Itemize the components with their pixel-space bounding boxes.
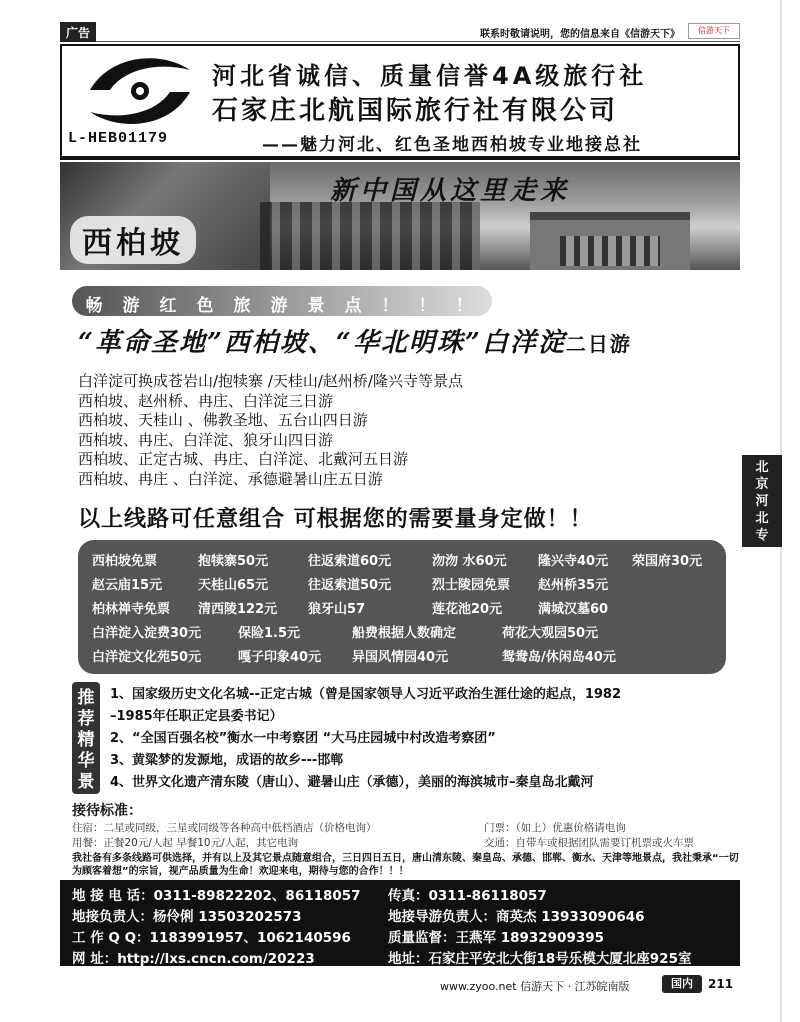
top-notice: 联系时敬请说明，您的信息来自《信游天下》 — [480, 29, 680, 40]
top-bar — [60, 22, 740, 42]
side-section-tab — [742, 455, 782, 547]
contact-website-link[interactable]: 网 址：http://lxs.cncn.com/20223 — [72, 951, 315, 967]
price-item: 白洋淀入淀费30元 — [92, 626, 202, 641]
tour-heading-char: 畅 — [85, 296, 103, 316]
route-item: 西柏坡、冉庄、白洋淀、狼牙山四日游 — [78, 430, 334, 449]
banner-calligraphy: 新中国从这里走来 — [330, 176, 571, 206]
price-item: 嘎子印象40元 — [238, 650, 322, 665]
tour-heading-char: 红 — [159, 296, 177, 316]
recommend-tag-char: 推 — [77, 688, 95, 708]
route-item: 西柏坡、冉庄 、白洋淀、承德避暑山庄五日游 — [78, 469, 383, 488]
price-item: 西柏坡免票 — [92, 554, 158, 569]
price-item: 柏林禅寺免票 — [92, 602, 171, 617]
route-item: 西柏坡、天桂山 、佛教圣地、五台山四日游 — [78, 411, 368, 429]
side-tab-char: 北 — [755, 460, 769, 475]
side-tab-char: 北 — [755, 511, 769, 526]
ticket-price-panel — [78, 540, 726, 674]
banner-place-name: 西柏坡 — [70, 216, 196, 264]
price-item: 狼牙山57 — [308, 602, 366, 617]
license-number: L-HEB01179 — [68, 130, 169, 147]
tour-heading-char: 游 — [122, 296, 140, 316]
price-item: 天桂山65元 — [198, 578, 269, 593]
reception-traffic: 交通：自带车或根据团队需要订机票或火车票 — [484, 837, 694, 849]
side-tab-char: 京 — [755, 477, 769, 492]
contact-phone: 地 接 电 话：0311-89822202、86118057 — [72, 888, 361, 904]
tour-heading-char: 旅 — [233, 296, 251, 316]
contact-manager: 地接负责人：杨伶俐 13503202573 — [72, 909, 302, 925]
side-tab-char: 河 — [755, 494, 769, 509]
tour-heading-char: ！ — [455, 296, 473, 316]
tour-heading-char: ！ — [418, 296, 436, 316]
contact-fax: 传真：0311-86118057 — [388, 888, 547, 904]
tour-heading-char: 景 — [307, 296, 325, 316]
route-item: 西柏坡、赵州桥、冉庄、白洋淀三日游 — [78, 391, 334, 410]
company-header — [60, 44, 740, 160]
price-item: 赵云庙15元 — [92, 578, 163, 593]
reception-meal: 用餐：正餐20元/人起 早餐10元/人起，其它电询 — [72, 837, 299, 849]
price-item: 荷花大观园50元 — [502, 626, 599, 641]
xibaipo-banner-image — [60, 162, 740, 270]
price-item: 船费根据人数确定 — [352, 626, 457, 641]
contact-guide-manager: 地接导游负责人：商英杰 13933090646 — [388, 909, 645, 925]
recommend-tag-char: 精 — [77, 730, 95, 750]
recommend-tag-char: 华 — [77, 751, 95, 771]
page-number: 211 — [708, 977, 734, 991]
tour-heading-char: 点 — [344, 296, 362, 316]
statue-group-photo — [260, 202, 480, 270]
magazine-logo: 信游天下 — [688, 23, 740, 39]
recommend-item: 2、“全国百强名校”衡水一中考察团 “大马庄园城中村改造考察团” — [110, 731, 496, 746]
price-item: 沕沕 水60元 — [432, 554, 507, 569]
contact-address: 地址：石家庄平安北大街18号乐模大厦北座925室 — [388, 951, 692, 967]
recommend-tag — [72, 682, 100, 794]
price-item: 赵州桥35元 — [538, 578, 609, 593]
reception-stay: 住宿：二星或同级，三星或同级等各种高中低档酒店（价格电询） — [72, 822, 377, 834]
price-item: 保险1.5元 — [238, 626, 301, 641]
contact-quality: 质量监督：王燕军 18932909395 — [388, 930, 605, 946]
reception-note: 我社备有多条线路可供选择，并有以上及其它景点随意组合，三日四日五日，唐山清东陵、秦皇岛、承德、邯郸、衡水、天津等地景点，我社秉承“一切为顾客着想”的宗旨，视产品质量为生命！欢迎来电，期待与您的合作！！！ — [72, 853, 739, 877]
recommend-list — [110, 684, 621, 794]
recommend-item: 1、国家级历史文化名城--正定古城（曾是国家领导人习近平政治生涯仕途的起点，1982 — [110, 687, 622, 702]
tour-heading-char: 色 — [196, 296, 214, 316]
recommend-item: 4、世界文化遗产清东陵（唐山）、避暑山庄（承德），美丽的海滨城市–秦皇岛北戴河 — [110, 775, 594, 790]
contact-panel — [60, 880, 740, 966]
slogan-main: “革命圣地”西柏坡、“华北明珠”白洋淀 — [78, 328, 566, 358]
custom-combo-line: 以上线路可任意组合 可根据您的需要量身定做！！ — [78, 507, 593, 532]
price-item: 抱犊寨50元 — [198, 554, 269, 569]
reception-title: 接待标准： — [72, 803, 142, 819]
tour-heading-char: 游 — [270, 296, 288, 316]
footer-website: www.zyoo.net 信游天下 · 江苏皖南版 — [440, 980, 630, 993]
price-item: 鸳鸯岛/休闲岛40元 — [502, 650, 616, 665]
company-name: 石家庄北航国际旅行社有限公司 — [212, 96, 619, 126]
price-item: 荣国府30元 — [632, 554, 703, 569]
price-item: 白洋淀文化苑50元 — [92, 650, 202, 665]
price-item: 往返索道60元 — [308, 554, 392, 569]
price-item: 往返索道50元 — [308, 578, 392, 593]
reception-ticket: 门票：（如上）优惠价格请电询 — [484, 822, 626, 834]
price-item: 烈士陵园免票 — [432, 578, 511, 593]
price-item: 莲花池20元 — [432, 602, 503, 617]
price-item: 隆兴寺40元 — [538, 554, 609, 569]
recommend-item: 3、黄粱梦的发源地，成语的故乡---邯郸 — [110, 753, 344, 768]
tour-heading — [72, 286, 492, 316]
route-list — [78, 372, 463, 489]
price-item: 异国风情园40元 — [352, 650, 449, 665]
memorial-hall-photo — [530, 212, 690, 270]
price-item: 清西陵122元 — [198, 602, 278, 617]
route-item: 西柏坡、正定古城、冉庄、白洋淀、北戴河五日游 — [78, 450, 409, 468]
footer-section-tag: 国内 — [662, 975, 702, 993]
recommend-tag-char: 荐 — [77, 709, 95, 729]
company-tagline: ——魅力河北、红色圣地西柏坡专业地接总社 — [262, 135, 642, 155]
route-item: 白洋淀可换成苍岩山/抱犊寨 /天桂山/赵州桥/隆兴寺等景点 — [78, 372, 463, 390]
honor-title: 河北省诚信、质量信誉4A级旅行社 — [212, 62, 648, 90]
slogan-suffix: 二日游 — [565, 332, 632, 356]
tour-heading-char: ！ — [381, 296, 399, 316]
contact-qq: 工 作 Q Q：1183991957、1062140596 — [72, 930, 351, 946]
side-tab-char: 专 — [755, 528, 769, 543]
tour-slogan — [78, 322, 632, 359]
ad-tag: 广告 — [60, 22, 96, 42]
swirl-logo-icon — [80, 50, 200, 132]
recommend-item: –1985年任职正定县委书记） — [110, 709, 283, 724]
price-item: 满城汉墓60 — [538, 602, 609, 617]
recommend-tag-char: 景 — [77, 772, 95, 792]
